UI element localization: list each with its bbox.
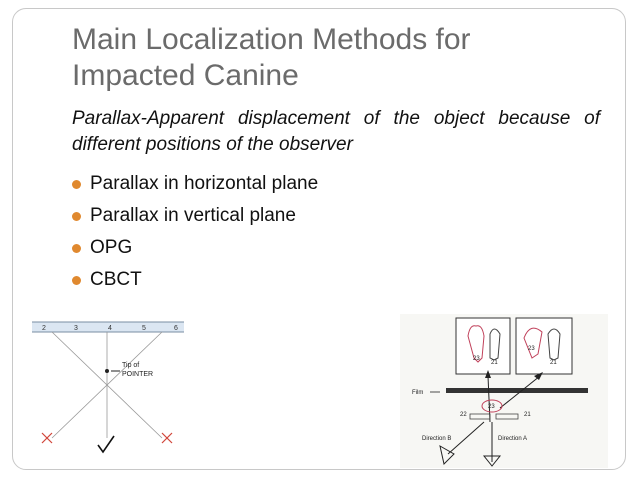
pointer-tip-dot [105,369,109,373]
check-mark-icon [98,436,114,452]
parallax-xray-diagram [400,314,608,468]
bullet-item: Parallax in vertical plane [72,200,318,232]
bullet-item: OPG [72,232,318,264]
cross-mark-icon [42,433,52,443]
radiograph-right [516,318,572,374]
pointer-label-line1: Tip of [122,362,140,369]
bullet-item: Parallax in horizontal plane [72,168,318,200]
film-label: Film [412,390,424,396]
tooth-label: 21 [491,360,498,366]
marker-right-label: 21 [524,412,531,418]
intro-text: Parallax-Apparent displacement of the object because of different positions of the observer [72,108,600,155]
marker-left-label: 22 [460,412,467,418]
ruler-tick-label: 3 [74,325,78,332]
bullet-list [72,168,318,296]
film-bar [446,388,588,393]
tooth-label: 23 [473,356,480,362]
direction-a-label: Direction A [498,436,528,442]
object-label: 23 [488,404,495,410]
title-line-1: Main Localization Methods for [72,23,471,56]
ruler-tick-label: 4 [108,325,112,332]
pointer-label-line2: POINTER [122,371,154,378]
tooth-label: 23 [528,346,535,352]
bullet-dot-icon [72,212,81,221]
slide-title [72,22,592,94]
ruler-tick-label: 5 [142,325,146,332]
parallax-ruler-diagram [32,320,192,466]
bullet-dot-icon [72,276,81,285]
ruler-tick-label: 6 [174,325,178,332]
bullet-dot-icon [72,180,81,189]
direction-b-label: Direction B [422,436,452,442]
cross-mark-icon [162,433,172,443]
bullet-item: CBCT [72,264,318,296]
ruler-tick-label: 2 [42,325,46,332]
tooth-label: 21 [550,360,557,366]
bullet-dot-icon [72,244,81,253]
title-line-2: Impacted Canine [72,59,299,92]
